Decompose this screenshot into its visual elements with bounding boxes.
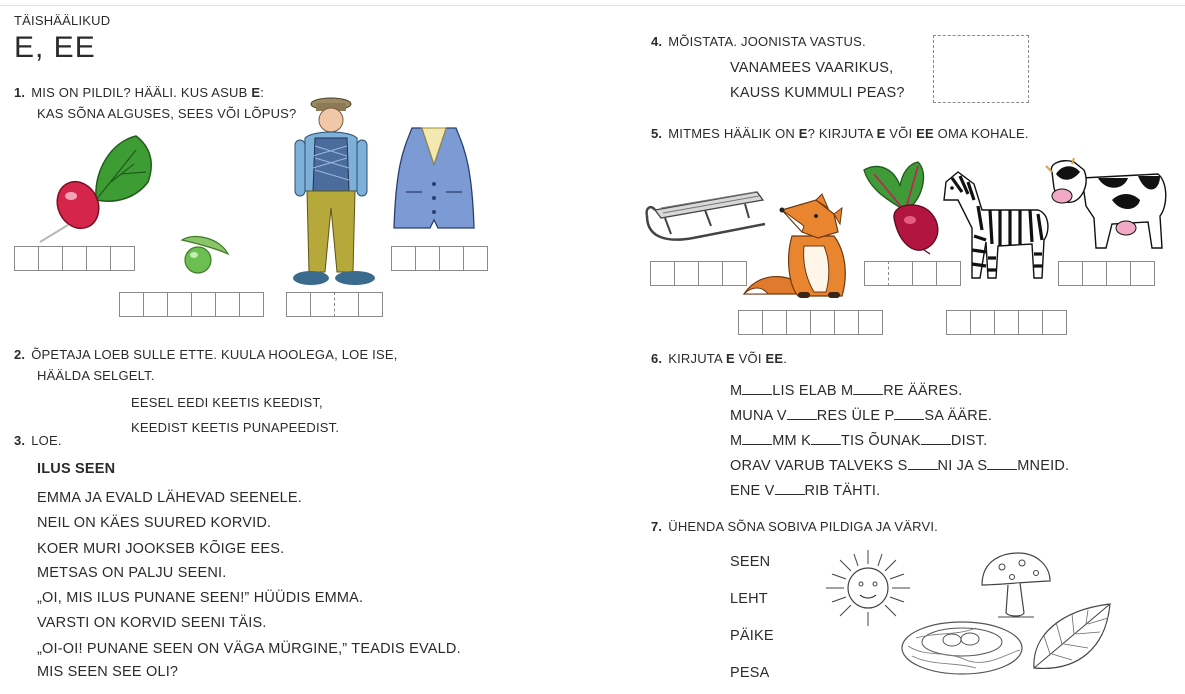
story-line: VARSTI ON KORVID SEENI TÄIS. bbox=[37, 615, 267, 631]
story-line: „OI-OI! PUNANE SEEN ON VÄGA MÜRGINE,” TEADIS EVALD. bbox=[37, 641, 461, 657]
blank[interactable] bbox=[908, 457, 938, 470]
task5-number: 5. bbox=[651, 126, 663, 141]
blank[interactable] bbox=[775, 482, 805, 495]
story-line: EMMA JA EVALD LÄHEVAD SEENELE. bbox=[37, 490, 302, 506]
blank[interactable] bbox=[742, 382, 772, 395]
task1-number: 1. bbox=[14, 85, 26, 100]
task7-number: 7. bbox=[651, 519, 663, 534]
leaf-icon[interactable] bbox=[1030, 602, 1114, 674]
beet-icon bbox=[848, 160, 948, 254]
drawing-answer-box[interactable] bbox=[933, 35, 1029, 103]
riddle-line2: KAUSS KUMMULI PEAS? bbox=[730, 85, 905, 101]
old-man-icon bbox=[285, 96, 385, 288]
pea-pod-icon bbox=[180, 232, 230, 277]
blank[interactable] bbox=[921, 432, 951, 445]
blank[interactable] bbox=[811, 432, 841, 445]
task5-instruction: 5. MITMES HÄÄLIK ON E? KIRJUTA E VÕI EE OMA KOHALE. bbox=[651, 126, 1029, 141]
task2-instruction-line2: HÄÄLDA SELGELT. bbox=[37, 368, 155, 383]
match-word-pesa[interactable]: PESA bbox=[730, 665, 770, 681]
fill-in-sentence-5: ENE V RIB TÄHTI. bbox=[730, 483, 881, 499]
fox-icon bbox=[742, 196, 854, 300]
fox-letter-boxes[interactable] bbox=[738, 310, 883, 335]
fill-in-sentence-2: MUNA V RES ÜLE P SA ÄÄRE. bbox=[730, 408, 993, 424]
match-word-leht[interactable]: LEHT bbox=[730, 591, 768, 607]
pea-letter-boxes[interactable] bbox=[119, 292, 264, 317]
match-word-paike[interactable]: PÄIKE bbox=[730, 628, 774, 644]
page-title: E, EE bbox=[14, 31, 96, 64]
fill-in-sentence-1: M LIS ELAB M RE ÄÄRES. bbox=[730, 383, 963, 399]
task1-instruction-line2: KAS SÕNA ALGUSES, SEES VÕI LÕPUS? bbox=[37, 106, 297, 121]
fill-in-sentence-3: M MM K TIS ÕUNAK DIST. bbox=[730, 433, 988, 449]
task2-number: 2. bbox=[14, 347, 26, 362]
fill-in-sentence-4: ORAV VARUB TALVEKS S NI JA S MNEID. bbox=[730, 458, 1070, 474]
task1-instruction: 1. MIS ON PILDIL? HÄÄLI. KUS ASUB E: bbox=[14, 85, 264, 100]
tongue-twister-line1: EESEL EEDI KEETIS KEEDIST, bbox=[131, 395, 323, 410]
radish-letter-boxes[interactable] bbox=[14, 246, 135, 271]
zebra-icon bbox=[938, 170, 1054, 282]
zebra-letter-boxes[interactable] bbox=[946, 310, 1067, 335]
match-word-seen[interactable]: SEEN bbox=[730, 554, 771, 570]
category-label: TÄISHÄÄLIKUD bbox=[14, 13, 111, 28]
story-title: ILUS SEEN bbox=[37, 461, 116, 477]
task3-number: 3. bbox=[14, 433, 26, 448]
task2-instruction: 2. ÕPETAJA LOEB SULLE ETTE. KUULA HOOLEGA, LOE ISE, bbox=[14, 347, 398, 362]
blank[interactable] bbox=[853, 382, 883, 395]
sled-letter-boxes[interactable] bbox=[650, 261, 747, 286]
task6-number: 6. bbox=[651, 351, 663, 366]
riddle-line1: VANAMEES VAARIKUS, bbox=[730, 60, 894, 76]
task7-instruction: 7. ÜHENDA SÕNA SOBIVA PILDIGA JA VÄRVI. bbox=[651, 519, 938, 534]
story-line: MIS SEEN SEE OLI? bbox=[37, 664, 179, 680]
blank[interactable] bbox=[894, 407, 924, 420]
story-line: „OI, MIS ILUS PUNANE SEEN!” HÜÜDIS EMMA. bbox=[37, 590, 364, 606]
cow-icon bbox=[1042, 156, 1170, 252]
story-line: KOER MURI JOOKSEB KÕIGE EES. bbox=[37, 541, 285, 557]
vest-letter-boxes[interactable] bbox=[391, 246, 488, 271]
story-line: NEIL ON KÄES SUURED KORVID. bbox=[37, 515, 272, 531]
top-divider bbox=[0, 5, 1185, 6]
radish-icon bbox=[36, 130, 166, 245]
cow-letter-boxes[interactable] bbox=[1058, 261, 1155, 286]
man-letter-boxes[interactable] bbox=[286, 292, 383, 317]
task6-instruction: 6. KIRJUTA E VÕI EE. bbox=[651, 351, 788, 366]
blank[interactable] bbox=[742, 432, 772, 445]
blank[interactable] bbox=[787, 407, 817, 420]
task3-instruction: 3. LOE. bbox=[14, 433, 62, 448]
nest-icon[interactable] bbox=[896, 610, 1028, 680]
tongue-twister-line2: KEEDIST KEETIS PUNAPEEDIST. bbox=[131, 420, 340, 435]
story-line: METSAS ON PALJU SEENI. bbox=[37, 565, 227, 581]
blank[interactable] bbox=[987, 457, 1017, 470]
task4-number: 4. bbox=[651, 34, 663, 49]
task4-instruction: 4. MÕISTATA. JOONISTA VASTUS. bbox=[651, 34, 866, 49]
vest-icon bbox=[392, 124, 476, 232]
